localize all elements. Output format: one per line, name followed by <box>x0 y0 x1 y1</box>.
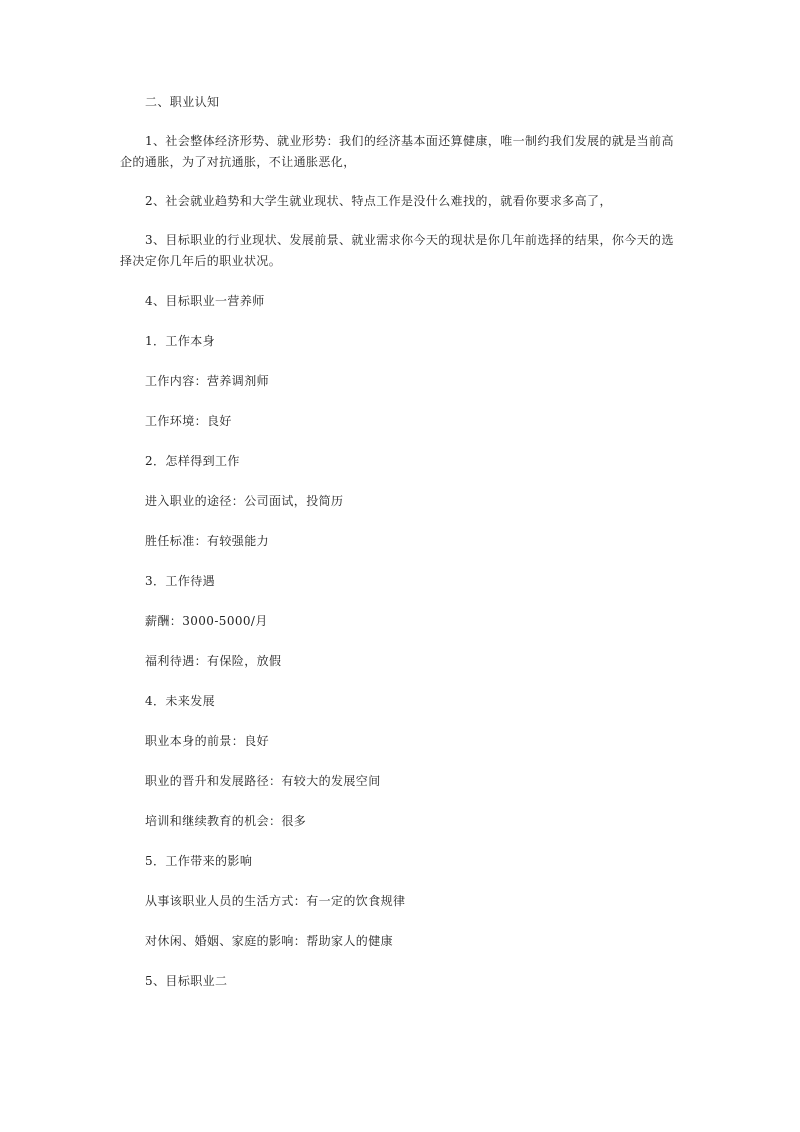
line-promotion-path: 职业的晋升和发展路径：有较大的发展空间 <box>145 774 381 788</box>
line-salary: 薪酬：3000-5000/月 <box>145 614 268 628</box>
line-lifestyle: 从事该职业人员的生活方式：有一定的饮食规律 <box>145 894 406 908</box>
subheading-job-impact: 5．工作带来的影响 <box>145 854 253 868</box>
line-family-impact: 对休闲、婚姻、家庭的影响：帮助家人的健康 <box>145 934 394 948</box>
section-heading-career-cognition: 二、职业认知 <box>145 95 220 109</box>
subheading-future-development: 4．未来发展 <box>145 694 216 708</box>
subheading-how-to-get-job: 2．怎样得到工作 <box>145 454 240 468</box>
line-training-opportunities: 培训和继续教育的机会：很多 <box>145 814 307 828</box>
line-competency-standard: 胜任标准：有较强能力 <box>145 534 270 548</box>
subheading-compensation: 3．工作待遇 <box>145 574 216 588</box>
line-entry-path: 进入职业的途径：公司面试，投简历 <box>145 494 344 508</box>
line-job-content: 工作内容：营养调剂师 <box>145 374 270 388</box>
subheading-target-career-two: 5、目标职业二 <box>145 974 228 988</box>
line-benefits: 福利待遇：有保险，放假 <box>145 654 282 668</box>
document-body <box>120 92 685 992</box>
subheading-job-itself: 1．工作本身 <box>145 334 216 348</box>
line-career-prospect: 职业本身的前景：良好 <box>145 734 270 748</box>
paragraph-economy: 1、社会整体经济形势、就业形势：我们的经济基本面还算健康，唯一制约我们发展的就是当前高企的通胀，为了对抗通胀，不让通胀恶化， <box>120 134 674 169</box>
line-work-environment: 工作环境：良好 <box>145 414 232 428</box>
paragraph-employment-trend: 2、社会就业趋势和大学生就业现状、特点工作是没什么难找的，就看你要求多高了， <box>145 194 612 208</box>
subheading-target-career-one: 4、目标职业一营养师 <box>145 294 265 308</box>
paragraph-industry-status: 3、目标职业的行业现状、发展前景、就业需求你今天的现状是你几年前选择的结果，你今天的选择决定你几年后的职业状况。 <box>120 233 674 268</box>
